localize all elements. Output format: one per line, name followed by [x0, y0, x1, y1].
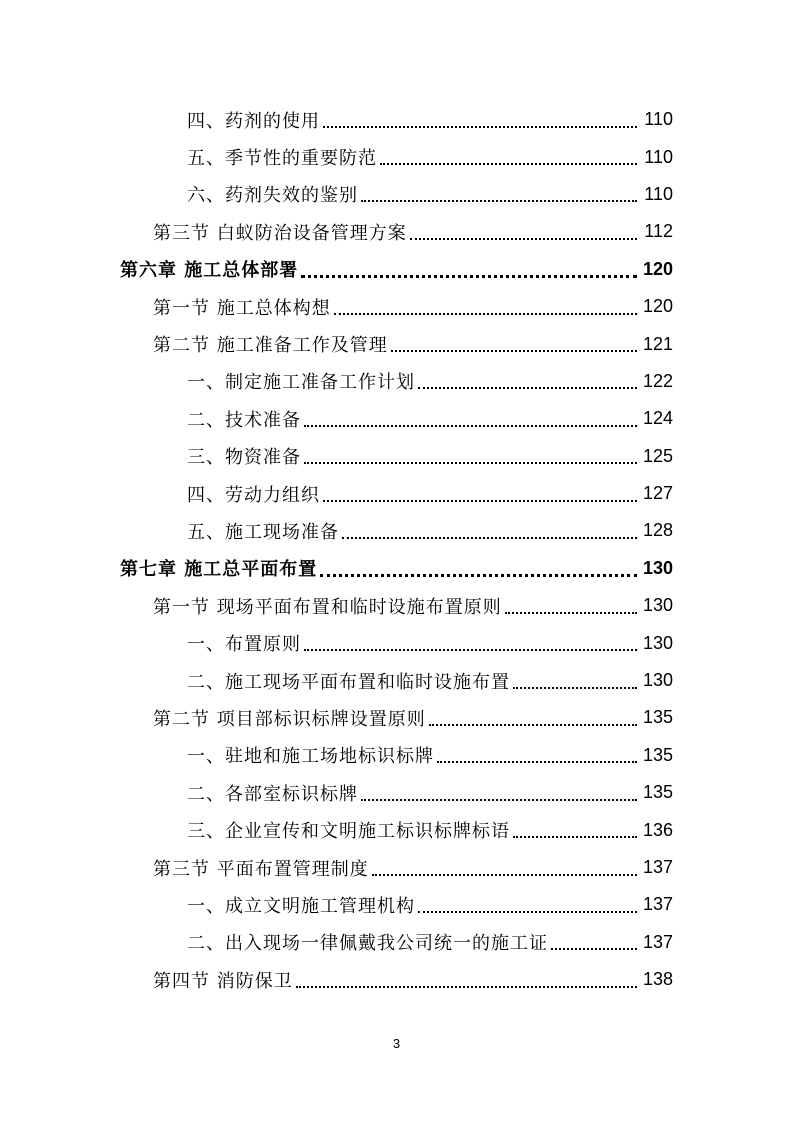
toc-entry-page: 128 — [642, 520, 673, 541]
toc-entry[interactable] — [0, 849, 793, 886]
toc-dot-leader — [342, 519, 637, 539]
toc-dot-leader — [296, 968, 637, 988]
toc-dot-leader — [361, 182, 637, 202]
toc-entry[interactable] — [0, 438, 793, 475]
toc-entry-title: 二、各部室标识标牌 — [187, 783, 358, 805]
toc-entry[interactable] — [0, 587, 793, 624]
toc-dot-leader — [410, 220, 637, 240]
toc-dot-leader — [334, 295, 637, 315]
toc-dot-leader — [513, 818, 637, 838]
toc-entry-page: 135 — [642, 707, 673, 728]
toc-dot-leader — [301, 257, 637, 278]
toc-entry-title: 三、企业宣传和文明施工标识标牌标语 — [187, 821, 510, 843]
toc-entry-page: 120 — [642, 296, 673, 317]
toc-entry-page: 112 — [644, 221, 673, 242]
toc-entry[interactable] — [0, 512, 793, 549]
toc-dot-leader — [551, 930, 637, 950]
table-of-contents — [0, 101, 793, 998]
toc-entry-page: 130 — [642, 670, 673, 691]
toc-entry-title: 四、劳动力组织 — [187, 484, 320, 506]
toc-entry[interactable] — [0, 138, 793, 175]
toc-entry-page: 130 — [642, 557, 673, 578]
toc-entry[interactable] — [0, 325, 793, 362]
toc-dot-leader — [380, 145, 637, 165]
toc-entry-page: 137 — [642, 894, 673, 915]
toc-entry-title: 六、药剂失效的鉴别 — [187, 185, 358, 207]
toc-entry-title: 三、物资准备 — [187, 447, 301, 469]
toc-entry-page: 110 — [644, 146, 673, 167]
toc-entry-page: 135 — [642, 744, 673, 765]
toc-entry[interactable] — [0, 475, 793, 512]
toc-entry-title: 一、成立文明施工管理机构 — [187, 895, 415, 917]
toc-entry-title: 第二节 项目部标识标牌设置原则 — [153, 708, 426, 730]
toc-dot-leader — [323, 108, 637, 128]
toc-entry[interactable] — [0, 101, 793, 138]
toc-entry-title: 二、技术准备 — [187, 409, 301, 431]
toc-entry-page: 137 — [642, 931, 673, 952]
toc-entry-title: 第一节 现场平面布置和临时设施布置原则 — [153, 596, 502, 618]
toc-entry-page: 121 — [642, 333, 673, 354]
toc-entry[interactable] — [0, 886, 793, 923]
toc-entry-page: 127 — [642, 483, 673, 504]
toc-entry-title: 五、季节性的重要防范 — [187, 148, 377, 170]
toc-dot-leader — [304, 444, 637, 464]
toc-dot-leader — [418, 893, 637, 913]
toc-entry-title: 一、驻地和施工场地标识标牌 — [187, 746, 434, 768]
toc-entry-page: 110 — [644, 183, 673, 204]
toc-entry-title: 二、施工现场平面布置和临时设施布置 — [187, 671, 510, 693]
toc-entry[interactable] — [0, 737, 793, 774]
toc-entry[interactable] — [0, 811, 793, 848]
toc-entry-title: 一、布置原则 — [187, 634, 301, 656]
toc-entry-title: 第四节 消防保卫 — [153, 970, 293, 992]
toc-dot-leader — [429, 706, 637, 726]
toc-entry-page: 130 — [642, 595, 673, 616]
toc-entry-title: 第七章 施工总平面布置 — [120, 559, 318, 581]
toc-entry[interactable] — [0, 662, 793, 699]
toc-dot-leader — [361, 781, 637, 801]
toc-entry-title: 五、施工现场准备 — [187, 521, 339, 543]
toc-entry-page: 122 — [642, 370, 673, 391]
toc-dot-leader — [323, 482, 637, 502]
toc-entry-title: 第六章 施工总体部署 — [120, 260, 299, 282]
toc-entry-title: 第一节 施工总体构想 — [153, 297, 331, 319]
toc-entry[interactable] — [0, 288, 793, 325]
toc-entry-page: 130 — [642, 632, 673, 653]
toc-entry-page: 137 — [642, 857, 673, 877]
toc-dot-leader — [513, 669, 637, 689]
toc-entry-title: 第三节 白蚁防治设备管理方案 — [153, 222, 407, 244]
toc-entry[interactable] — [0, 176, 793, 213]
toc-dot-leader — [372, 856, 637, 876]
toc-entry-title: 二、出入现场一律佩戴我公司统一的施工证 — [187, 933, 548, 955]
toc-entry[interactable] — [0, 924, 793, 961]
toc-entry-title: 第二节 施工准备工作及管理 — [153, 335, 388, 357]
toc-entry[interactable] — [0, 774, 793, 811]
page-number: 3 — [392, 1036, 401, 1051]
toc-entry[interactable] — [0, 213, 793, 250]
toc-dot-leader — [304, 631, 637, 651]
toc-entry-page: 138 — [642, 969, 673, 990]
toc-entry-title: 第三节 平面布置管理制度 — [153, 858, 369, 880]
toc-entry[interactable] — [0, 624, 793, 661]
toc-chapter-entry[interactable] — [0, 550, 793, 587]
toc-entry-title: 四、药剂的使用 — [187, 110, 320, 132]
toc-dot-leader — [418, 369, 637, 389]
toc-dot-leader — [505, 594, 637, 614]
toc-chapter-entry[interactable] — [0, 251, 793, 288]
toc-entry-title: 一、制定施工准备工作计划 — [187, 372, 415, 394]
toc-entry[interactable] — [0, 363, 793, 400]
toc-dot-leader — [391, 332, 637, 352]
toc-dot-leader — [304, 407, 637, 427]
toc-entry-page: 110 — [644, 109, 673, 130]
toc-entry-page: 135 — [642, 782, 673, 803]
toc-entry-page: 124 — [642, 408, 673, 429]
toc-entry[interactable] — [0, 961, 793, 998]
toc-dot-leader — [437, 743, 637, 763]
toc-entry-page: 136 — [642, 819, 673, 840]
toc-entry-page: 125 — [642, 445, 673, 466]
toc-entry[interactable] — [0, 699, 793, 736]
toc-entry-page: 120 — [642, 258, 673, 279]
toc-dot-leader — [320, 556, 637, 577]
toc-entry[interactable] — [0, 400, 793, 437]
